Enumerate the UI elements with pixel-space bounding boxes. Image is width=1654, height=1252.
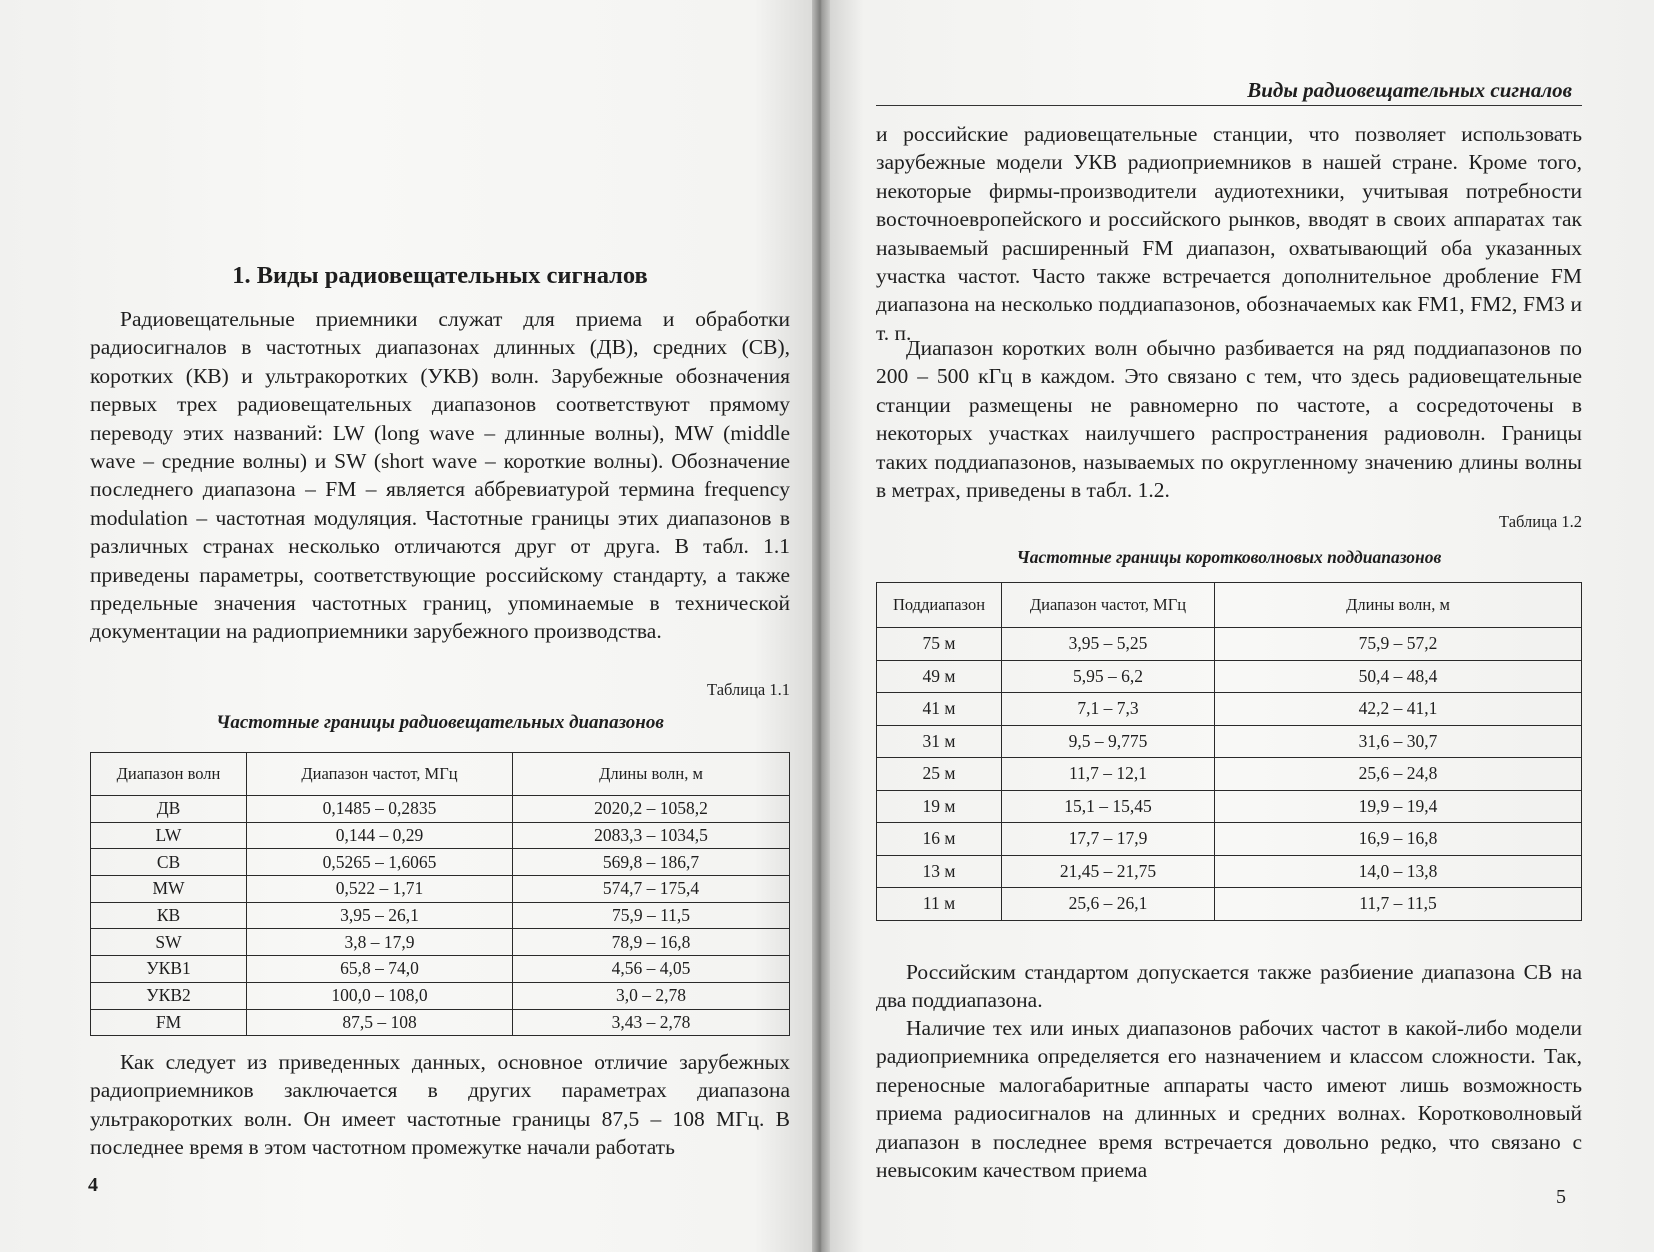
table-cell: 569,8 – 186,7 <box>513 849 790 876</box>
table-header-cell: Длины волн, м <box>513 753 790 796</box>
right-paragraph-1: и российские радиовещательные станции, что позволяет использовать зарубежные модели УКВ радиоприемников в нашей стране. Кроме того, некоторые фирмы-производители аудиотехники, учитывая потребности восточноевропейского и российского рынков, вводят в своих аппаратах так называемый расширенный FM диапазон, охватывающий оба указанных участка частот. Часто также встречается дополнительное дробление FM диапазона на несколько поддиапазонов, обозначаемых как FM1, FM2, FM3 и т. п. <box>876 122 1582 345</box>
table-cell: 2020,2 – 1058,2 <box>513 796 790 823</box>
table-cell: 50,4 – 48,4 <box>1215 660 1582 693</box>
table-2 <box>876 582 1582 921</box>
table-header-row <box>877 583 1582 628</box>
table-cell: 11,7 – 11,5 <box>1215 888 1582 921</box>
table-cell: УКВ1 <box>91 956 247 983</box>
table-cell: 2083,3 – 1034,5 <box>513 822 790 849</box>
table-1-number: Таблица 1.1 <box>707 680 790 699</box>
page-number-left: 4 <box>88 1174 98 1196</box>
right-paragraph-3: Российским стандартом допускается также разбиение диапазона СВ на два поддиапазона. <box>876 960 1582 1013</box>
table-cell: 5,95 – 6,2 <box>1002 660 1215 693</box>
table-cell: MW <box>91 876 247 903</box>
table-cell: 75,9 – 57,2 <box>1215 628 1582 661</box>
table-row <box>877 628 1582 661</box>
table-header-row <box>91 753 790 796</box>
table-cell: 16,9 – 16,8 <box>1215 823 1582 856</box>
chapter-title: 1. Виды радиовещательных сигналов <box>232 262 648 289</box>
table-row <box>877 725 1582 758</box>
table-cell: 3,8 – 17,9 <box>247 929 513 956</box>
table-cell: 13 м <box>877 855 1002 888</box>
left-paragraph-1: Радиовещательные приемники служат для приема и обработки радиосигналов в частотных диапазонах длинных (ДВ), средних (СВ), коротких (КВ) и ультракоротких (УКВ) волн. Зарубежные обозначения первых трех радиовещательных диапазонов соответствуют прямому переводу этих названий: LW (long wave – длинные волны), MW (middle wave – средние волны) и SW (short wave – короткие волны). Обозначение последнего диапазона – FM – является аббревиатурой термина frequency modulation – частотная модуляция. Частотные границы этих диапазонов в различных странах несколько отличаются друг от друга. В табл. 1.1 приведены параметры, соответствующие российскому стандарту, а также предельные значения частотных границ, упоминаемые в технической документации на радиоприемники зарубежного производства. <box>90 307 790 644</box>
table-cell: 7,1 – 7,3 <box>1002 693 1215 726</box>
left-paragraph-2: Как следует из приведенных данных, основное отличие зарубежных радиоприемников заключается в других параметрах диапазона ультракоротких волн. Он имеет частотные границы 87,5 – 108 МГц. В последнее время в этом частотном промежутке начали работать <box>90 1050 790 1160</box>
table-row <box>91 849 790 876</box>
page-number-right: 5 <box>1556 1186 1566 1208</box>
table-row <box>91 929 790 956</box>
table-cell: FM <box>91 1009 247 1036</box>
table-cell: 25,6 – 26,1 <box>1002 888 1215 921</box>
table-2-caption: Частотные границы коротковолновых поддиапазонов <box>1016 547 1442 567</box>
table-cell: 42,2 – 41,1 <box>1215 693 1582 726</box>
table-cell: SW <box>91 929 247 956</box>
table-cell: 11,7 – 12,1 <box>1002 758 1215 791</box>
table-cell: 100,0 – 108,0 <box>247 982 513 1009</box>
table-row <box>877 823 1582 856</box>
table-1-caption: Частотные границы радиовещательных диапазонов <box>216 712 664 733</box>
table-cell: 0,144 – 0,29 <box>247 822 513 849</box>
table-row <box>91 796 790 823</box>
table-1 <box>90 752 790 1036</box>
table-cell: 87,5 – 108 <box>247 1009 513 1036</box>
table-cell: 16 м <box>877 823 1002 856</box>
table-row <box>877 790 1582 823</box>
table-cell: 3,43 – 2,78 <box>513 1009 790 1036</box>
table-cell: 41 м <box>877 693 1002 726</box>
table-row <box>877 660 1582 693</box>
table-cell: 4,56 – 4,05 <box>513 956 790 983</box>
table-cell: 21,45 – 21,75 <box>1002 855 1215 888</box>
table-cell: КВ <box>91 902 247 929</box>
table-row <box>91 1009 790 1036</box>
table-row <box>877 855 1582 888</box>
table-cell: 31,6 – 30,7 <box>1215 725 1582 758</box>
table-cell: 49 м <box>877 660 1002 693</box>
table-cell: 9,5 – 9,775 <box>1002 725 1215 758</box>
table-cell: СВ <box>91 849 247 876</box>
table-2-number: Таблица 1.2 <box>1499 512 1582 531</box>
table-row <box>91 876 790 903</box>
table-header-cell: Диапазон волн <box>91 753 247 796</box>
table-row <box>877 758 1582 791</box>
table-cell: 15,1 – 15,45 <box>1002 790 1215 823</box>
table-cell: 14,0 – 13,8 <box>1215 855 1582 888</box>
table-cell: 65,8 – 74,0 <box>247 956 513 983</box>
table-cell: 75 м <box>877 628 1002 661</box>
table-cell: 78,9 – 16,8 <box>513 929 790 956</box>
table-header-cell: Диапазон частот, МГц <box>1002 583 1215 628</box>
table-cell: 25,6 – 24,8 <box>1215 758 1582 791</box>
table-cell: 0,1485 – 0,2835 <box>247 796 513 823</box>
table-row <box>91 902 790 929</box>
table-row <box>91 956 790 983</box>
table-cell: 19,9 – 19,4 <box>1215 790 1582 823</box>
table-cell: УКВ2 <box>91 982 247 1009</box>
table-header-cell: Диапазон частот, МГц <box>247 753 513 796</box>
table-cell: 17,7 – 17,9 <box>1002 823 1215 856</box>
running-head: Виды радиовещательных сигналов <box>876 78 1582 106</box>
table-cell: 3,0 – 2,78 <box>513 982 790 1009</box>
table-cell: 3,95 – 26,1 <box>247 902 513 929</box>
table-cell: 574,7 – 175,4 <box>513 876 790 903</box>
table-cell: LW <box>91 822 247 849</box>
table-cell: 25 м <box>877 758 1002 791</box>
table-row <box>877 888 1582 921</box>
table-row <box>91 982 790 1009</box>
table-cell: 11 м <box>877 888 1002 921</box>
table-row <box>877 693 1582 726</box>
table-cell: 19 м <box>877 790 1002 823</box>
right-paragraph-2: Диапазон коротких волн обычно разбивается на ряд поддиапазонов по 200 – 500 кГц в каждом. Это связано с тем, что здесь радиовещательные станции размещены не равномерно по частоте, а сосредоточены в некоторых участках наилучшего распространения радиоволн. Границы таких поддиапазонов, называемых по округленному значению длины волны в метрах, приведены в табл. 1.2. <box>876 336 1582 503</box>
table-cell: 31 м <box>877 725 1002 758</box>
table-cell: 0,5265 – 1,6065 <box>247 849 513 876</box>
right-paragraph-4: Наличие тех или иных диапазонов рабочих частот в какой-либо модели радиоприемника определяется его назначением и классом сложности. Так, переносные малогабаритные аппараты часто имеют лишь возможность приема радиосигналов на длинных и средних волнах. Коротковолновый диапазон в последнее время встречается довольно редко, что связано с невысоким качеством приема <box>876 1016 1582 1183</box>
book-gutter <box>812 0 830 1252</box>
table-cell: 0,522 – 1,71 <box>247 876 513 903</box>
table-header-cell: Поддиапазон <box>877 583 1002 628</box>
table-header-cell: Длины волн, м <box>1215 583 1582 628</box>
table-cell: 75,9 – 11,5 <box>513 902 790 929</box>
table-row <box>91 822 790 849</box>
table-cell: ДВ <box>91 796 247 823</box>
table-cell: 3,95 – 5,25 <box>1002 628 1215 661</box>
